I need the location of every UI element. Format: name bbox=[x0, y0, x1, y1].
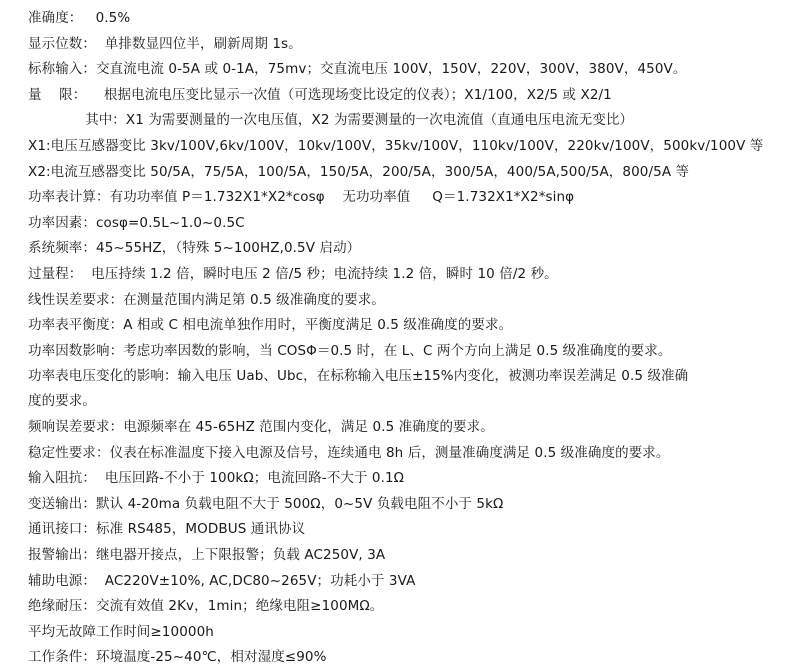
spec-line-auxiliary-power: 辅助电源： AC220V±10%, AC,DC80~265V；功耗小于 3VA bbox=[28, 572, 416, 589]
spec-line-x2-current-transformer-ratio: X2:电流互感器变比 50/5A，75/5A，100/5A，150/5A，200/5A，300/5A，400/5A,500/5A，800/5A 等 bbox=[28, 163, 690, 180]
spec-line-linearity-error: 线性误差要求：在测量范围内满足第 0.5 级准确度的要求。 bbox=[28, 291, 385, 308]
spec-line-system-frequency: 系统频率：45~55HZ，（特殊 5~100HZ,0.5V 启动） bbox=[28, 240, 361, 257]
spec-line-communication-interface: 通讯接口：标准 RS485，MODBUS 通讯协议 bbox=[28, 521, 306, 538]
spec-line-nominal-input: 标称输入：交直流电流 0-5A 或 0-1A，75mv；交直流电压 100V，150V，220V，300V，380V，450V。 bbox=[28, 61, 687, 78]
spec-line-frequency-response-error: 频响误差要求：电源频率在 45-65HZ 范围内变化，满足 0.5 准确度的要求。 bbox=[28, 419, 494, 435]
spec-line-transmitter-output: 变送输出：默认 4-20ma 负载电阻不大于 500Ω，0~5V 负载电阻不小于 5kΩ bbox=[28, 495, 504, 512]
spec-line-range-limit: 量 限： 根据电流电压变比显示一次值（可选现场变比设定的仪表）；X1/100，X2/5 或 X2/1 bbox=[28, 86, 612, 103]
spec-line-input-impedance: 输入阻抗： 电压回路-不小于 100kΩ；电流回路-不大于 0.1Ω bbox=[28, 470, 405, 487]
spec-line-range-limit-note: 其中：X1 为需要测量的一次电压值，X2 为需要测量的一次电流值（直通电压电流无变比） bbox=[28, 112, 634, 129]
spec-line-power-factor: 功率因素：cosφ=0.5L~1.0~0.5C bbox=[28, 214, 245, 231]
spec-line-power-meter-calculation: 功率表计算：有功功率值 P＝1.732X1*X2*cosφ 无功功率值 Q＝1.732X1*X2*sinφ bbox=[28, 189, 575, 206]
spec-line-alarm-output: 报警输出：继电器开接点，上下限报警；负载 AC250V, 3A bbox=[28, 546, 386, 563]
spec-line-insulation-withstand-voltage: 绝缘耐压：交流有效值 2Kv，1min；绝缘电阻≥100MΩ。 bbox=[28, 598, 384, 615]
spec-line-display-digits: 显示位数： 单排数显四位半，刷新周期 1s。 bbox=[28, 35, 302, 52]
spec-line-overrange: 过量程： 电压持续 1.2 倍，瞬时电压 2 倍/5 秒；电流持续 1.2 倍，瞬时 10 倍/2 秒。 bbox=[28, 265, 558, 282]
spec-line-power-meter-balance: 功率表平衡度：A 相或 C 相电流单独作用时，平衡度满足 0.5 级准确度的要求。 bbox=[28, 317, 513, 334]
spec-line-voltage-variation-influence-cont: 度的要求。 bbox=[28, 393, 96, 410]
spec-line-voltage-variation-influence: 功率表电压变化的影响：输入电压 Uab、Ubc，在标称输入电压±15%内变化，被测功率误差满足 0.5 级准确 bbox=[28, 368, 689, 385]
spec-line-x1-voltage-transformer-ratio: X1:电压互感器变比 3kv/100V,6kv/100V，10kv/100V，35kv/100V，110kv/100V，220kv/100V，500kv/100V 等 bbox=[28, 137, 764, 154]
spec-line-mtbf: 平均无故障工作时间≥10000h bbox=[28, 623, 214, 640]
spec-line-working-conditions: 工作条件：环境温度-25~40℃，相对湿度≤90% bbox=[28, 649, 327, 665]
spec-line-accuracy: 准确度： 0.5% bbox=[28, 10, 131, 26]
spec-line-stability: 稳定性要求：仪表在标准温度下接入电源及信号，连续通电 8h 后，测量准确度满足 0.5 级准确度的要求。 bbox=[28, 444, 670, 461]
spec-line-power-factor-influence: 功率因数影响：考虑功率因数的影响，当 COSΦ＝0.5 时，在 L、C 两个方向上满足 0.5 级准确度的要求。 bbox=[28, 342, 672, 359]
